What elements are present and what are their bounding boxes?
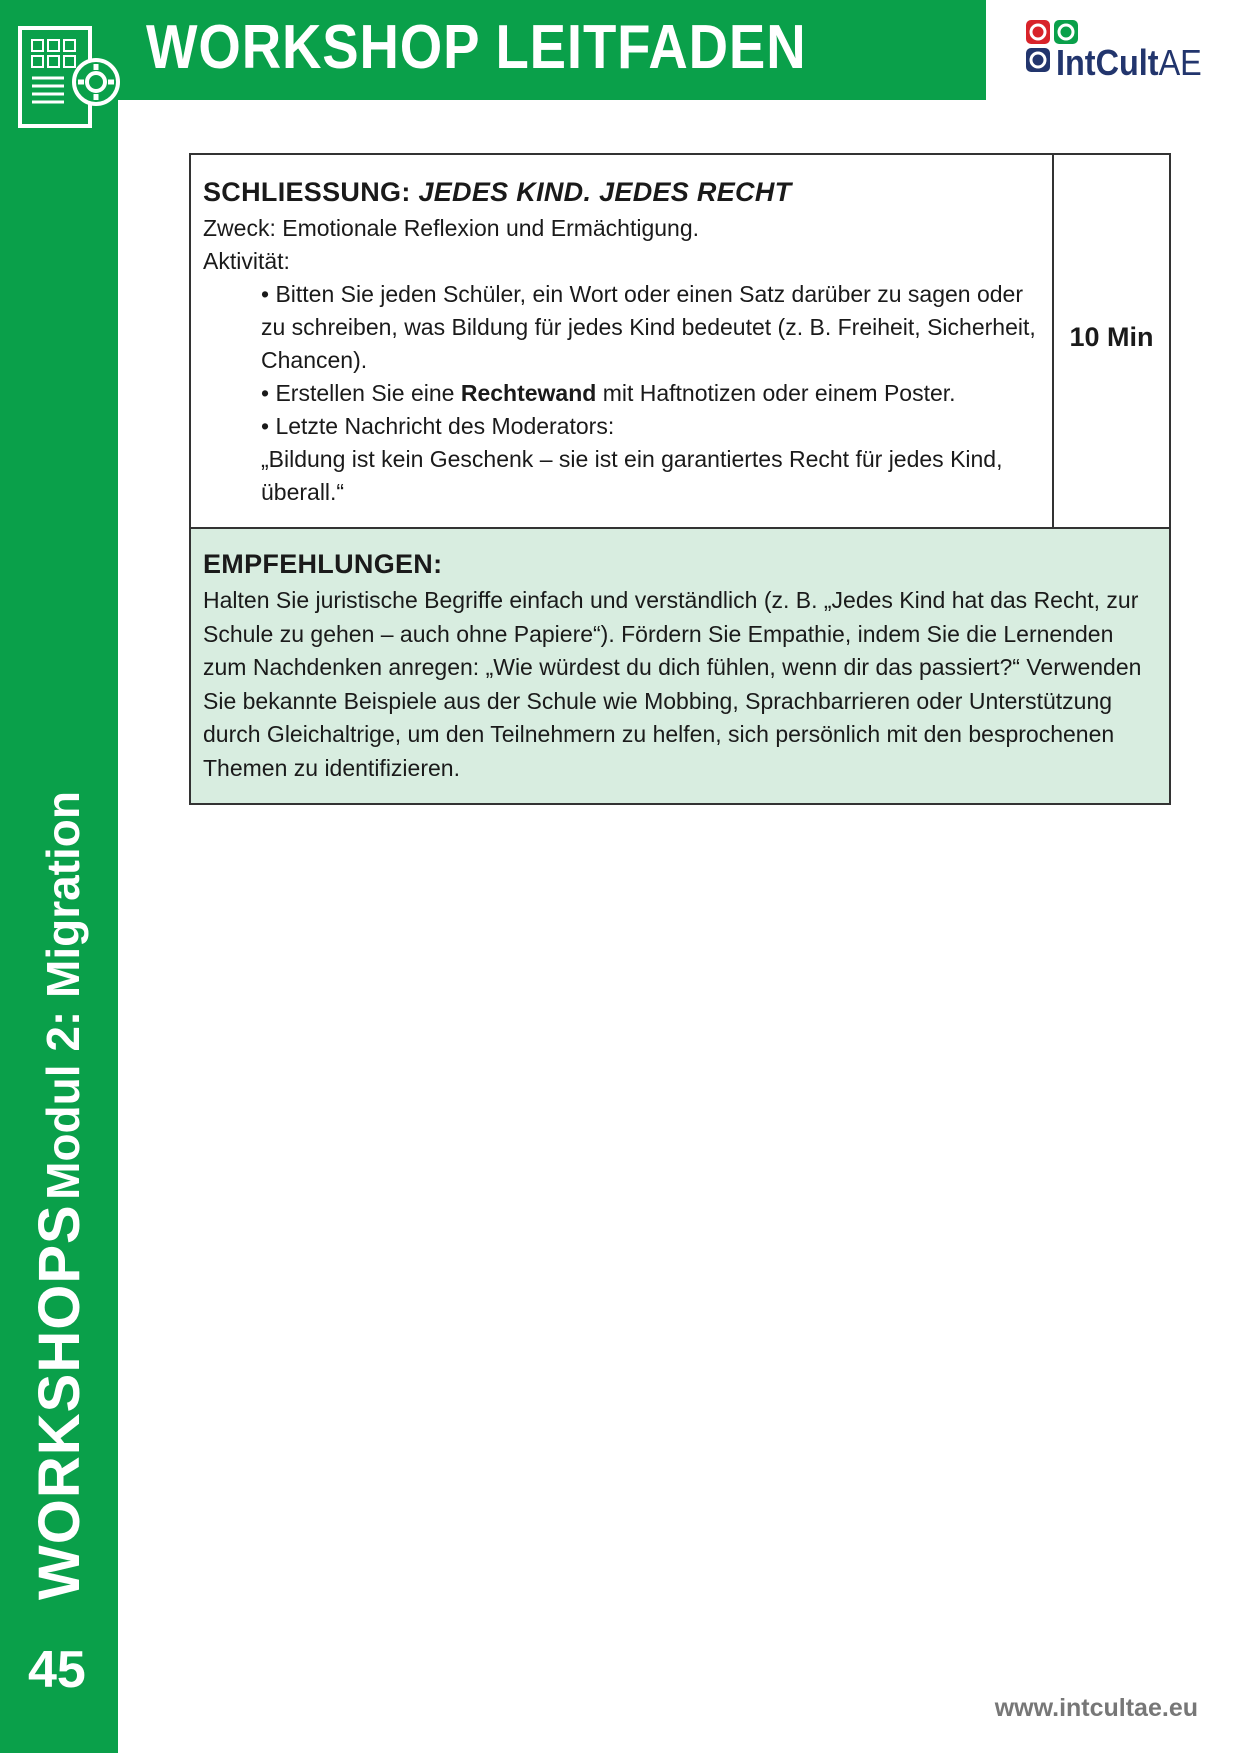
- document-gear-icon: [18, 26, 122, 130]
- workshop-table: [189, 153, 1171, 805]
- closing-row: [191, 155, 1169, 529]
- closing-content: [191, 155, 1054, 527]
- closing-bullet-2: • Erstellen Sie eine Rechtewand mit Haftnotizen oder einem Poster.: [261, 380, 956, 406]
- closing-purpose: Zweck: Emotionale Reflexion und Ermächtigung.: [203, 215, 700, 241]
- closing-bullet-1: • Bitten Sie jeden Schüler, ein Wort oder einen Satz darüber zu sagen oder zu schreiben, was Bildung für jedes Kind bedeutet (z. B. Freiheit, Sicherheit, Chancen).: [261, 281, 1036, 373]
- closing-quote: „Bildung ist kein Geschenk – sie ist ein garantiertes Recht für jedes Kind, überall.“: [261, 446, 1003, 505]
- recommendations-text: Halten Sie juristische Begriffe einfach und verständlich (z. B. „Jedes Kind hat das Recht, zur Schule zu gehen – auch ohne Papiere“). Fördern Sie Empathie, indem Sie die Lernenden zum Nachdenken anregen: „Wie würdest du dich fühlen, wenn dir das passiert?“ Verwenden Sie bekannte Beispiele aus der Schule wie Mobbing, Sprachbarrieren oder Unterstützung durch Gleichaltrige, um den Teilnehmern zu helfen, sich persönlich mit den besprochenen Themen zu identifizieren.: [203, 587, 1142, 781]
- duration: 10 Min: [1069, 321, 1154, 352]
- closing-activity-label: Aktivität:: [203, 248, 290, 274]
- section-name: WORKSHOPS: [27, 1204, 92, 1600]
- closing-bullet-3: • Letzte Nachricht des Moderators:: [261, 413, 615, 439]
- page-title: WORKSHOP LEITFADEN: [146, 13, 807, 82]
- closing-title: SCHLIESSUNG: JEDES KIND. JEDES RECHT: [203, 177, 792, 207]
- sidebar-section-label: [26, 791, 93, 1600]
- recommendations-row: [191, 529, 1169, 803]
- module-name: Modul 2: Migration: [37, 791, 89, 1200]
- recommendations-title: EMPFEHLUNGEN:: [203, 549, 443, 579]
- footer-url[interactable]: www.intcultae.eu: [994, 1694, 1198, 1722]
- page-number: 45: [28, 1641, 86, 1699]
- logo-wordmark: IntCultAE: [1056, 42, 1202, 83]
